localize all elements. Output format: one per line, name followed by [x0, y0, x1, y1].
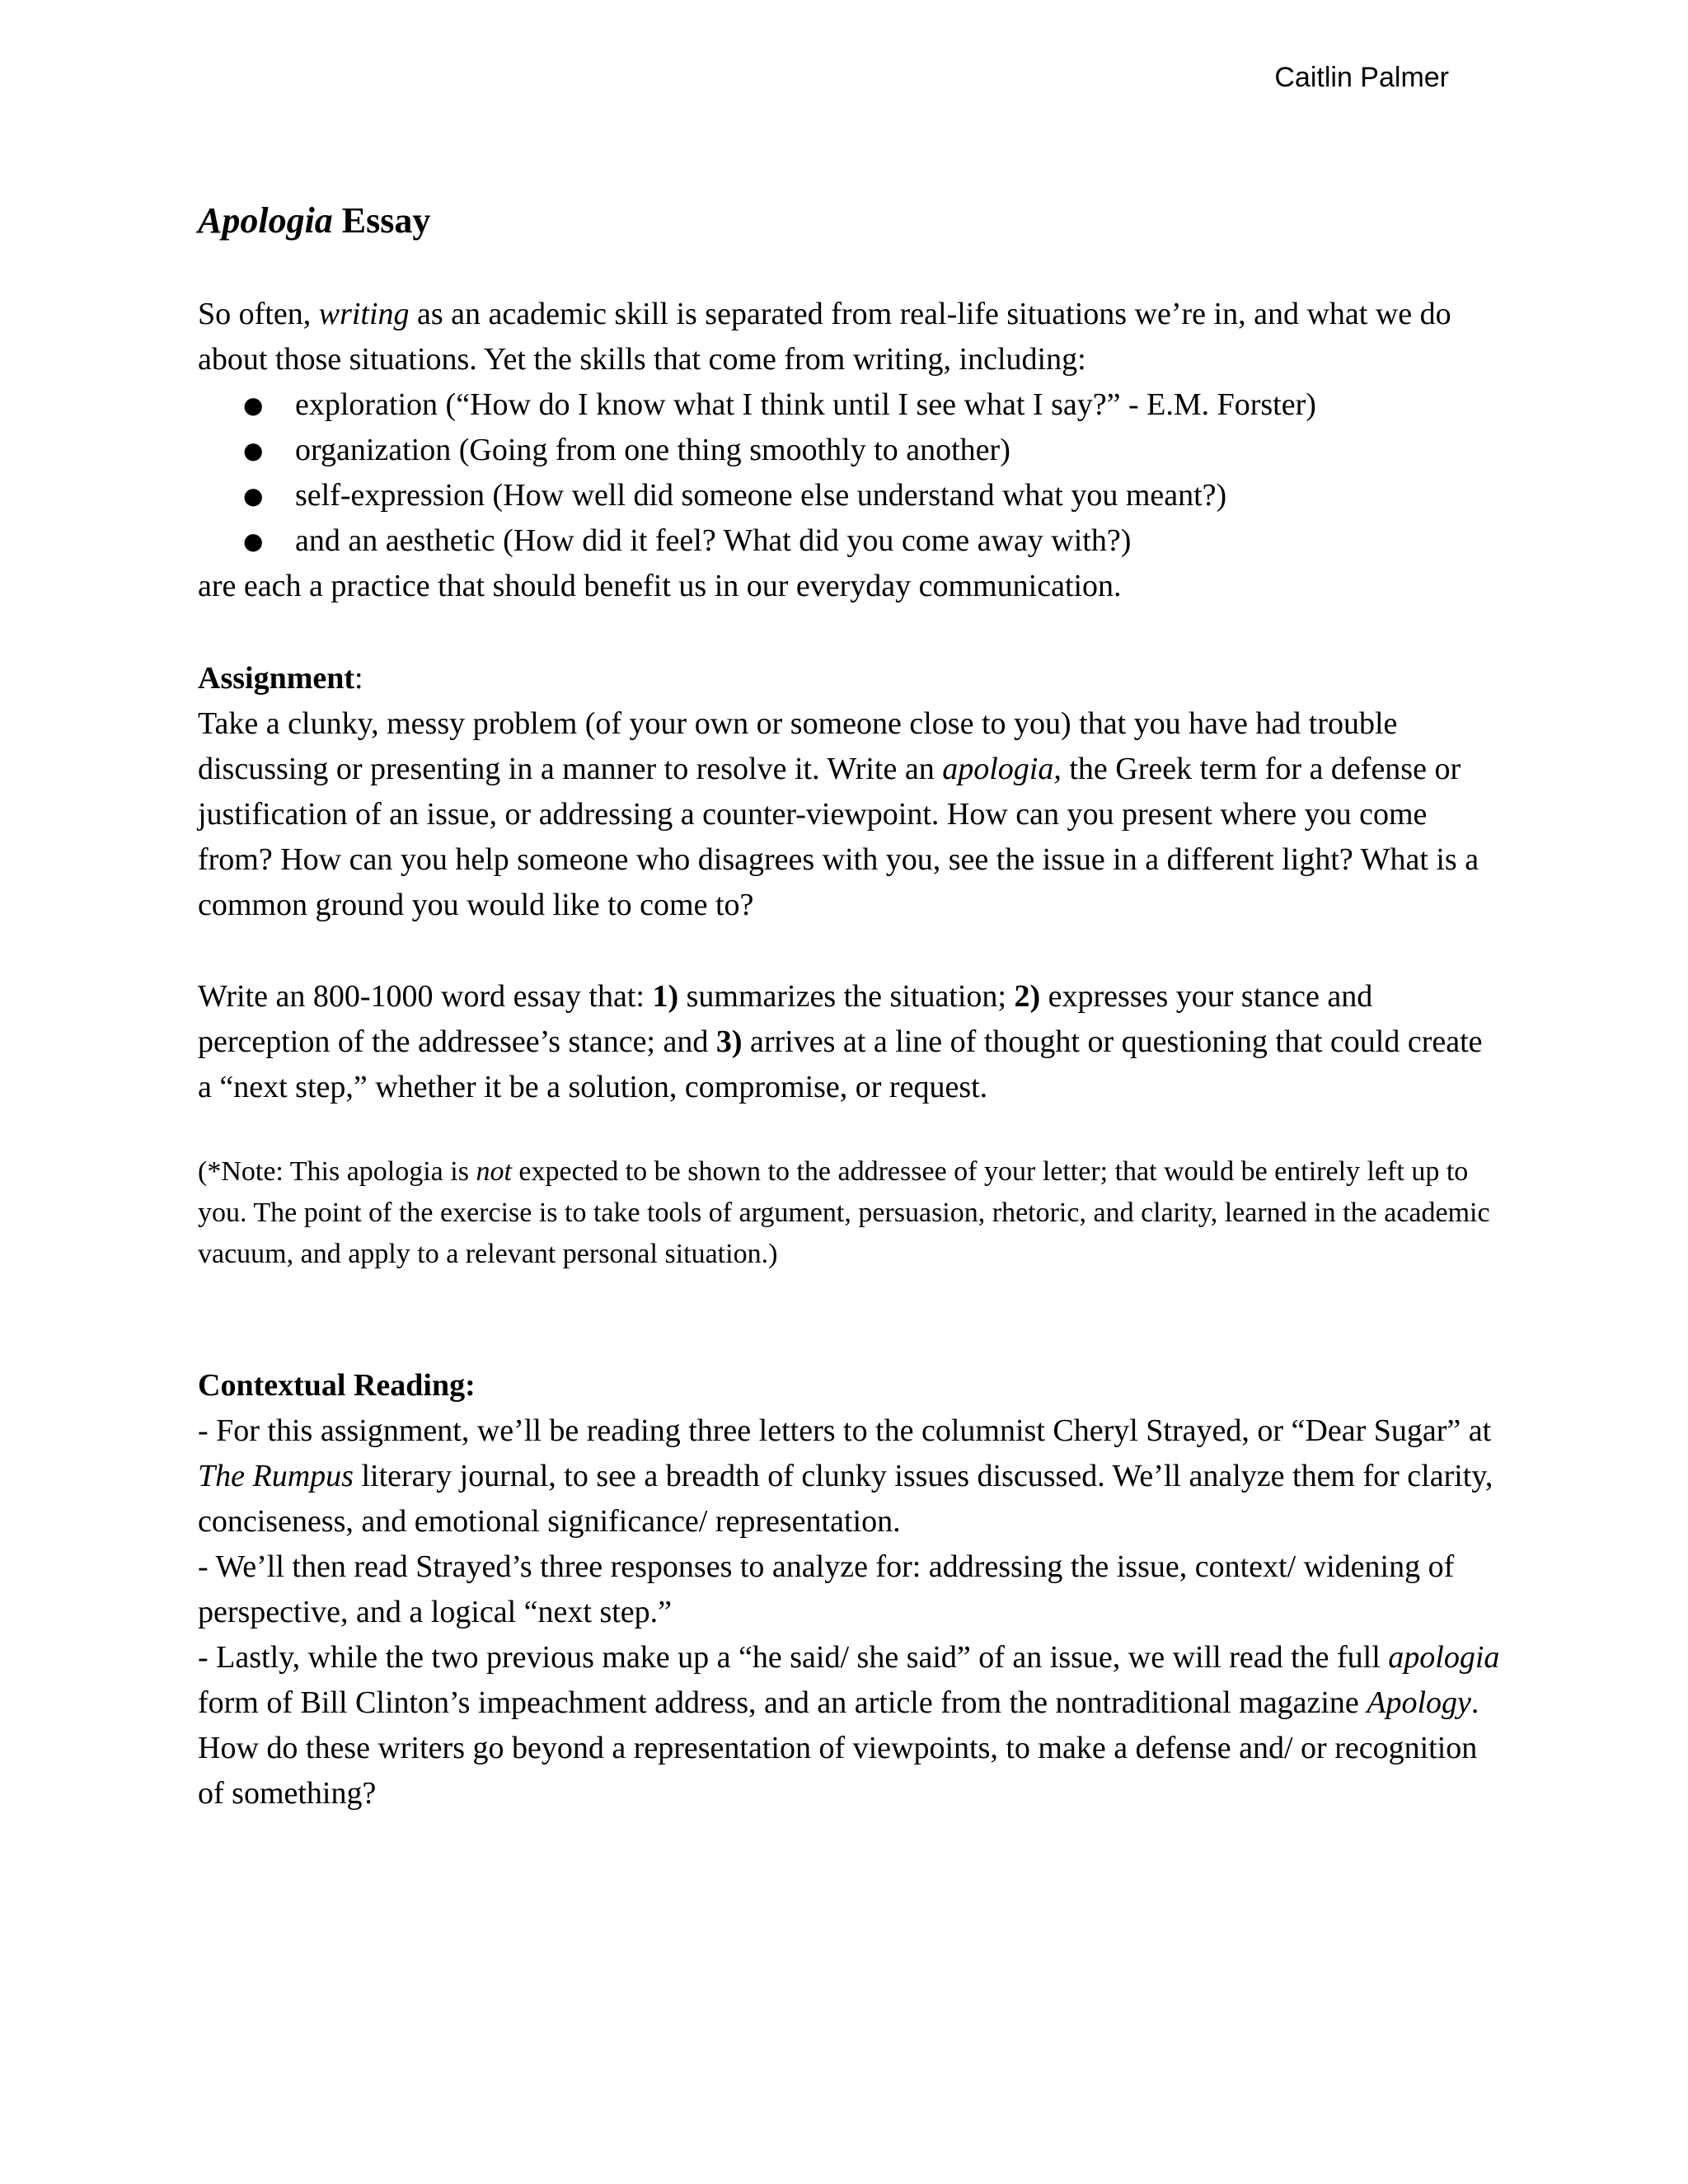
reading-item-3-text-c: . How do these writers go beyond a representation of viewpoints, to make a defense and/ or recognition of something? — [198, 1685, 1479, 1811]
intro-italic-writing: writing — [318, 297, 410, 331]
note-paragraph — [198, 1151, 1500, 1275]
reading-italic-apology: Apology — [1367, 1685, 1471, 1720]
bullet-icon: ● — [243, 437, 264, 464]
list-item — [198, 518, 1500, 564]
intro-paragraph — [198, 292, 1500, 382]
essay-requirements-paragraph — [198, 974, 1500, 1110]
reading-italic-apologia: apologia — [1388, 1640, 1500, 1675]
assignment-text-b: the Greek term for a defense or justification of an issue, or addressing a counter-viewpoint. How can you present where you come from? How can you help someone who disagrees with you, see the issue in a different light? What is a common ground you would like to come to? — [198, 752, 1479, 922]
bullet-icon: ● — [243, 527, 264, 555]
requirements-text-c: expresses your stance and perception of the addressee’s stance; and — [198, 979, 1373, 1059]
list-item — [198, 382, 1500, 428]
list-item-text: and an aesthetic (How did it feel? What did you come away with?) — [295, 523, 1132, 558]
reading-item-3-text-b: form of Bill Clinton’s impeachment address, and an article from the nontraditional magazine — [198, 1685, 1367, 1720]
list-item — [198, 473, 1500, 518]
assignment-heading-colon: : — [354, 661, 363, 696]
reading-italic-rumpus: The Rumpus — [198, 1459, 354, 1493]
note-text-b: expected to be shown to the addressee of your letter; that would be entirely left up to you. The point of the exercise is to take tools of argument, persuasion, rhetoric, and clarity, learned in the academic vacuum, and apply to a relevant personal situation.) — [198, 1156, 1490, 1269]
author-name: Caitlin Palmer — [1274, 62, 1449, 93]
reading-item-2: - We’ll then read Strayed’s three responses to analyze for: addressing the issue, context/ widening of perspective, and a logical “next step.” — [198, 1549, 1455, 1629]
requirement-number-1: 1) — [652, 979, 679, 1014]
title-italic: Apologia — [198, 200, 333, 241]
bullet-icon: ● — [243, 482, 264, 509]
bullet-icon: ● — [243, 391, 264, 419]
requirements-text-a: Write an 800-1000 word essay that: — [198, 979, 653, 1014]
assignment-text-a: Take a clunky, messy problem (of your own or someone close to you) that you have had trouble discussing or presenting in a manner to resolve it. Write an — [198, 706, 1398, 786]
assignment-italic-apologia: apologia, — [942, 752, 1062, 786]
requirements-text-b: summarizes the situation; — [678, 979, 1015, 1014]
reading-item-1-text-a: - For this assignment, we’ll be reading three letters to the columnist Cheryl Strayed, or “Dear Sugar” at — [198, 1413, 1492, 1448]
reading-item-3 — [198, 1635, 1500, 1816]
document-body — [198, 196, 1500, 1816]
list-item-text: exploration (“How do I know what I think until I see what I say?” - E.M. Forster) — [295, 387, 1316, 422]
title-rest: Essay — [332, 200, 431, 241]
page-title — [198, 196, 1500, 246]
list-item-text: organization (Going from one thing smoothly to another) — [295, 433, 1010, 467]
contextual-reading-heading: Contextual Reading: — [198, 1368, 476, 1403]
note-text-a: (*Note: This apologia is — [198, 1156, 476, 1187]
assignment-heading-text: Assignment — [198, 661, 355, 696]
reading-item-3-text-a: - Lastly, while the two previous make up a “he said/ she said” of an issue, we will read the full — [198, 1640, 1389, 1675]
list-item — [198, 428, 1500, 473]
list-item-text: self-expression (How well did someone else understand what you meant?) — [295, 478, 1227, 513]
reading-item-1-text-b: literary journal, to see a breadth of clunky issues discussed. We’ll analyze them for clarity, conciseness, and emotional significance/ representation. — [198, 1459, 1493, 1539]
assignment-heading — [198, 656, 1500, 701]
intro-closing: are each a practice that should benefit us in our everyday communication. — [198, 569, 1122, 603]
intro-text-b: as an academic skill is separated from real-life situations we’re in, and what we do about those situations. Yet the skills that come from writing, including: — [198, 297, 1451, 377]
requirements-text-d: arrives at a line of thought or questioning that could create a “next step,” whether it be a solution, compromise, or request. — [198, 1024, 1483, 1104]
assignment-paragraph — [198, 701, 1500, 928]
note-italic-not: not — [476, 1156, 512, 1187]
skills-list — [198, 382, 1500, 564]
requirement-number-2: 2) — [1014, 979, 1041, 1014]
requirement-number-3: 3) — [715, 1024, 743, 1059]
intro-text-a: So often, — [198, 297, 319, 331]
reading-item-1 — [198, 1408, 1500, 1544]
